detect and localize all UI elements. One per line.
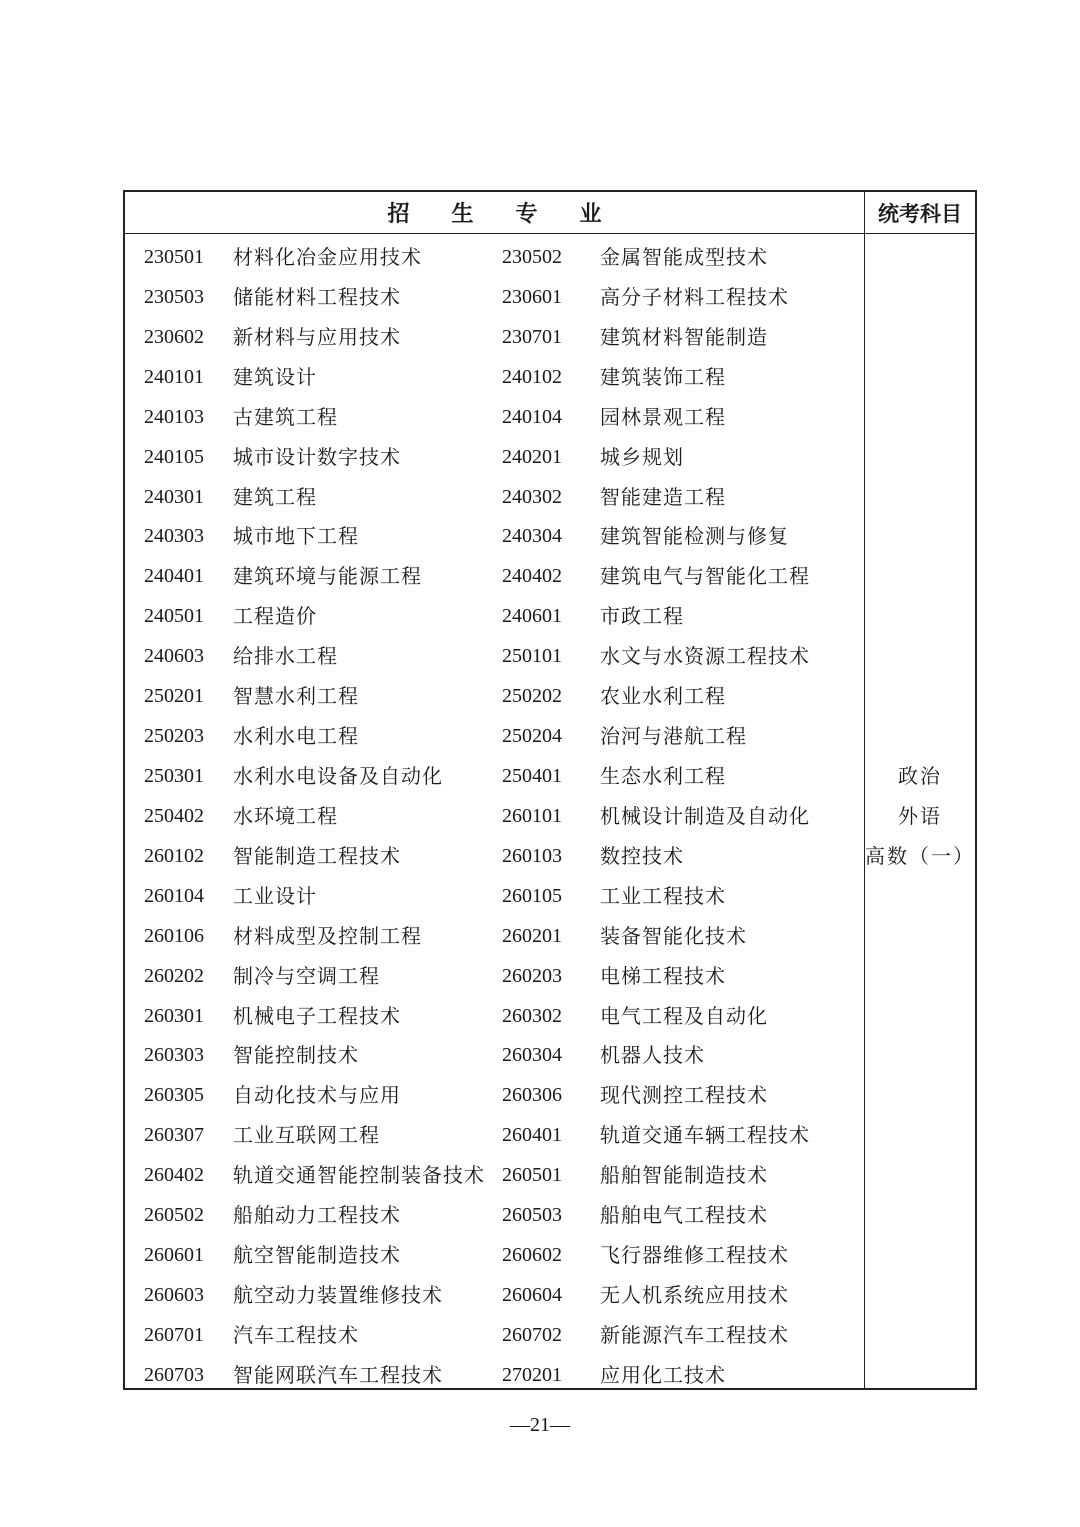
table-row <box>125 677 864 717</box>
major-code: 240402 <box>502 565 562 588</box>
table-row <box>125 1276 864 1316</box>
table-row <box>125 997 864 1037</box>
major-name: 航空动力装置维修技术 <box>233 1282 443 1307</box>
major-name: 机械设计制造及自动化 <box>600 803 810 828</box>
major-name: 轨道交通车辆工程技术 <box>600 1123 810 1148</box>
major-name: 电梯工程技术 <box>600 963 726 988</box>
table-row <box>125 478 864 518</box>
major-code: 230602 <box>144 325 204 348</box>
major-code: 250204 <box>502 725 562 748</box>
major-code: 240101 <box>144 365 204 388</box>
major-name: 船舶智能制造技术 <box>600 1163 768 1188</box>
table-row <box>125 1116 864 1156</box>
major-name: 建筑材料智能制造 <box>600 324 768 349</box>
major-code: 270201 <box>502 1363 562 1386</box>
major-name: 制冷与空调工程 <box>233 963 380 988</box>
major-name: 金属智能成型技术 <box>600 245 768 269</box>
major-code: 260301 <box>144 1004 204 1027</box>
major-code: 240103 <box>144 405 204 428</box>
major-code: 260105 <box>502 884 562 907</box>
table-row <box>125 877 864 917</box>
major-name: 航空智能制造技术 <box>233 1243 401 1268</box>
major-code: 230501 <box>144 246 204 268</box>
major-name: 数控技术 <box>600 843 684 868</box>
major-name: 水利水电工程 <box>233 724 359 749</box>
major-name: 建筑电气与智能化工程 <box>600 564 810 589</box>
major-name: 治河与港航工程 <box>600 724 747 749</box>
header-char: 生 <box>451 201 474 227</box>
major-code: 230601 <box>502 285 562 308</box>
major-code: 240401 <box>144 565 204 588</box>
major-code: 260603 <box>144 1283 204 1306</box>
major-name: 飞行器维修工程技术 <box>600 1243 789 1268</box>
major-name: 建筑智能检测与修复 <box>600 524 789 549</box>
major-name: 自动化技术与应用 <box>233 1083 401 1108</box>
major-code: 240201 <box>502 445 562 468</box>
header-subjects: 统考科目 <box>878 200 962 226</box>
major-name: 智慧水利工程 <box>233 684 359 709</box>
major-name: 船舶动力工程技术 <box>233 1203 401 1228</box>
major-code: 250203 <box>144 725 204 748</box>
major-code: 260203 <box>502 964 562 987</box>
major-name: 工程造价 <box>233 604 317 629</box>
major-name: 工业工程技术 <box>600 883 726 908</box>
major-code: 240102 <box>502 365 562 388</box>
major-code: 260601 <box>144 1244 204 1267</box>
major-code: 260701 <box>144 1323 204 1346</box>
header-divider <box>125 233 975 234</box>
majors-table <box>123 190 977 1390</box>
subject-item: 高数（一） <box>865 844 975 868</box>
table-row <box>125 1356 864 1396</box>
major-name: 水利水电设备及自动化 <box>233 763 443 788</box>
header-char: 专 <box>515 201 538 227</box>
major-code: 260106 <box>144 924 204 947</box>
major-name: 建筑装饰工程 <box>600 364 726 389</box>
major-name: 水文与水资源工程技术 <box>600 644 810 669</box>
major-name: 智能建造工程 <box>600 484 726 509</box>
major-code: 260702 <box>502 1323 562 1346</box>
major-name: 材料成型及控制工程 <box>233 923 422 948</box>
major-code: 230701 <box>502 325 562 348</box>
table-row <box>125 398 864 438</box>
major-code: 260604 <box>502 1283 562 1306</box>
header-char: 招 <box>387 201 410 227</box>
major-code: 260307 <box>144 1124 204 1147</box>
major-code: 260302 <box>502 1004 562 1027</box>
page-number: —21— <box>510 1414 570 1436</box>
table-row <box>125 797 864 837</box>
table-row <box>125 1036 864 1076</box>
major-name: 城市地下工程 <box>233 524 359 549</box>
major-code: 240603 <box>144 645 204 668</box>
header-char: 业 <box>579 201 602 227</box>
major-code: 260202 <box>144 964 204 987</box>
subject-item: 政治 <box>898 764 942 788</box>
major-code: 240104 <box>502 405 562 428</box>
major-name: 城乡规划 <box>600 444 684 469</box>
major-code: 260703 <box>144 1363 204 1386</box>
table-row <box>125 438 864 478</box>
major-code: 260305 <box>144 1084 204 1107</box>
major-code: 260303 <box>144 1044 204 1067</box>
major-name: 机械电子工程技术 <box>233 1003 401 1028</box>
major-code: 260103 <box>502 844 562 867</box>
major-code: 250301 <box>144 764 204 787</box>
table-row <box>125 1236 864 1276</box>
major-name: 装备智能化技术 <box>600 923 747 948</box>
major-name: 工业互联网工程 <box>233 1123 380 1148</box>
table-row <box>125 837 864 877</box>
major-name: 高分子材料工程技术 <box>600 284 789 309</box>
major-code: 250201 <box>144 685 204 708</box>
major-code: 260503 <box>502 1204 562 1227</box>
major-code: 240304 <box>502 525 562 548</box>
table-row <box>125 1076 864 1116</box>
major-name: 智能控制技术 <box>233 1043 359 1068</box>
table-row <box>125 717 864 757</box>
major-name: 储能材料工程技术 <box>233 284 401 309</box>
table-row <box>125 637 864 677</box>
major-code: 260501 <box>502 1164 562 1187</box>
major-code: 250101 <box>502 645 562 668</box>
major-code: 230503 <box>144 285 204 308</box>
major-name: 园林景观工程 <box>600 404 726 429</box>
major-code: 260502 <box>144 1204 204 1227</box>
header-majors <box>125 192 864 233</box>
major-code: 240303 <box>144 525 204 548</box>
major-name: 现代测控工程技术 <box>600 1083 768 1108</box>
major-name: 汽车工程技术 <box>233 1322 359 1347</box>
exam-subjects <box>865 763 975 883</box>
major-code: 260201 <box>502 924 562 947</box>
major-name: 城市设计数字技术 <box>233 444 401 469</box>
table-row <box>125 1196 864 1236</box>
major-code: 260401 <box>502 1124 562 1147</box>
major-code: 240302 <box>502 485 562 508</box>
table-body <box>125 238 864 1396</box>
major-name: 智能制造工程技术 <box>233 843 401 868</box>
major-code: 260306 <box>502 1084 562 1107</box>
major-name: 电气工程及自动化 <box>600 1003 768 1028</box>
table-row <box>125 957 864 997</box>
table-row <box>125 1156 864 1196</box>
major-code: 260304 <box>502 1044 562 1067</box>
table-row <box>125 278 864 318</box>
major-name: 农业水利工程 <box>600 684 726 709</box>
table-row <box>125 917 864 957</box>
major-code: 260104 <box>144 884 204 907</box>
major-code: 250402 <box>144 804 204 827</box>
major-code: 230502 <box>502 246 562 268</box>
major-name: 轨道交通智能控制装备技术 <box>233 1163 485 1188</box>
major-code: 250401 <box>502 764 562 787</box>
major-name: 工业设计 <box>233 883 317 908</box>
major-code: 240105 <box>144 445 204 468</box>
major-code: 250202 <box>502 685 562 708</box>
major-code: 260602 <box>502 1244 562 1267</box>
major-name: 建筑工程 <box>233 484 317 509</box>
major-name: 生态水利工程 <box>600 763 726 788</box>
table-row <box>125 1316 864 1356</box>
table-row <box>125 238 864 278</box>
table-row <box>125 557 864 597</box>
major-name: 给排水工程 <box>233 644 338 669</box>
major-code: 260101 <box>502 804 562 827</box>
table-row <box>125 597 864 637</box>
table-row <box>125 358 864 398</box>
major-name: 机器人技术 <box>600 1043 705 1068</box>
major-name: 水环境工程 <box>233 803 338 828</box>
subject-item: 外语 <box>898 804 942 828</box>
table-row <box>125 757 864 797</box>
major-name: 材料化冶金应用技术 <box>233 245 422 269</box>
table-row <box>125 517 864 557</box>
major-name: 新能源汽车工程技术 <box>600 1322 789 1347</box>
major-name: 无人机系统应用技术 <box>600 1282 789 1307</box>
major-code: 240601 <box>502 605 562 628</box>
major-code: 260402 <box>144 1164 204 1187</box>
table-row <box>125 318 864 358</box>
major-name: 船舶电气工程技术 <box>600 1203 768 1228</box>
major-code: 240301 <box>144 485 204 508</box>
major-name: 智能网联汽车工程技术 <box>233 1362 443 1387</box>
major-code: 240501 <box>144 605 204 628</box>
major-name: 建筑环境与能源工程 <box>233 564 422 589</box>
major-name: 古建筑工程 <box>233 404 338 429</box>
major-name: 新材料与应用技术 <box>233 324 401 349</box>
major-name: 应用化工技术 <box>600 1362 726 1387</box>
major-code: 260102 <box>144 844 204 867</box>
major-name: 建筑设计 <box>233 364 317 389</box>
major-name: 市政工程 <box>600 604 684 629</box>
